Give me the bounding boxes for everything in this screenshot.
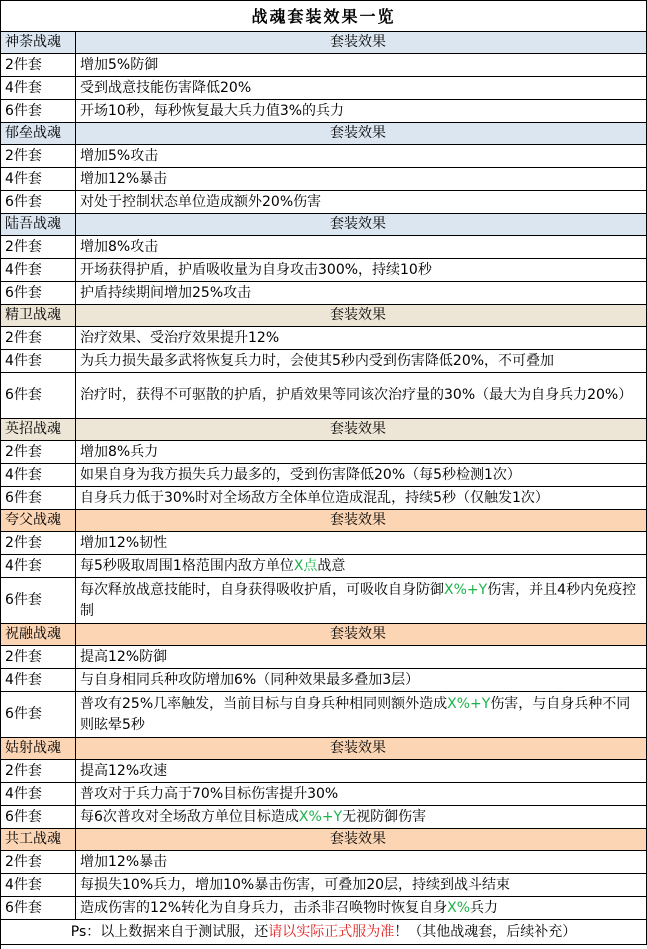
tier-effect-text [80,192,321,213]
set-name: 英招战魂 [1,419,76,440]
tier-label: 6件套 [1,100,76,122]
set-header-row [1,419,647,441]
tier-effect-text [80,807,426,828]
set-tier-row [1,487,647,510]
tier-label: 2件套 [1,145,76,167]
tier-effect-text [80,146,158,167]
effect-text: 治疗时，获得不可驱散的护盾，护盾效果等同该次治疗量的30%（最大为自身兵力20%） [80,387,633,403]
effect-text: 受到战意技能伤害降低20% [80,79,252,96]
tier-effect-text [80,442,158,463]
set-name: 神荼战魂 [1,32,76,53]
tier-label: 4件套 [1,350,76,372]
tier-effect [76,646,647,668]
tier-effect-text [80,875,510,896]
tier-label: 2件套 [1,646,76,668]
set-tier-row [1,555,647,578]
tier-label: 2件套 [1,441,76,463]
set-tier-row [1,100,647,123]
set-header-row [1,829,647,851]
set-header-row [1,510,647,532]
set-header-row [1,738,647,760]
tier-effect-text [80,533,167,554]
tier-effect-text [80,385,632,406]
tier-effect-text [80,283,251,304]
effect-text: 为兵力损失最多武将恢复兵力时，会使其5秒内受到伤害降低20%，不可叠加 [80,352,555,369]
tier-label: 4件套 [1,783,76,805]
set-header-row [1,123,647,145]
effect-text: 增加8%攻击 [80,238,159,255]
tier-effect [76,806,647,828]
tier-label: 4件套 [1,259,76,281]
tier-effect-text [80,351,554,372]
footer-row [1,920,647,945]
tier-effect-text [80,78,251,99]
effect-text: Ps：以上数据来自于测试服，还 [70,923,269,940]
tier-effect-text [80,237,158,258]
tier-effect-text [80,488,549,509]
tier-label: 6件套 [1,282,76,304]
tier-effect-text [80,761,167,782]
tier-effect [76,578,647,623]
set-effect-header: 套装效果 [76,123,647,144]
effect-text: 伤害，与自身兵种不同则眩晕5秒 [80,695,631,733]
set-name: 郁垒战魂 [1,123,76,144]
set-tier-row [1,54,647,77]
highlight-text: X% [447,899,471,916]
effect-text: 治疗效果、受治疗效果提升12% [80,329,280,346]
tier-label: 6件套 [1,897,76,919]
tier-effect [76,692,647,737]
footer-note [1,920,647,944]
set-name: 祝融战魂 [1,624,76,645]
set-header-row [1,305,647,327]
tier-effect [76,191,647,213]
effect-text: 无视防御伤害 [342,808,427,825]
sheet-title: 战魂套装效果一览 [1,1,647,31]
tier-effect-text [80,647,167,668]
set-tier-row [1,373,647,419]
tier-effect-text [80,898,498,919]
effect-text: 每损失10%兵力，增加10%暴击伤害，可叠加20层，持续到战斗结束 [80,876,511,893]
tier-effect [76,100,647,122]
highlight-text: 请以实际正式服为准 [268,923,395,940]
effect-text: 护盾持续期间增加25%攻击 [80,284,252,301]
set-name: 姑射战魂 [1,738,76,759]
effect-text: 提高12%攻速 [80,762,168,779]
effect-text: 自身兵力低于30%时对全场敌方全体单位造成混乱，持续5秒（仅触发1次） [80,489,549,506]
set-tier-row [1,669,647,692]
tier-label: 2件套 [1,327,76,349]
effect-text: 开场10秒，每秒恢复最大兵力值3%的兵力 [80,102,345,119]
tier-effect [76,168,647,190]
tier-effect [76,54,647,76]
set-tier-row [1,851,647,874]
set-effect-header: 套装效果 [76,738,647,759]
effect-text: 增加5%防御 [80,56,159,73]
set-tier-row [1,441,647,464]
set-tier-row [1,646,647,669]
effect-text: 伤害，并且4秒内免疫控制 [80,581,637,619]
set-effect-header: 套装效果 [76,829,647,850]
tier-effect-text [80,784,338,805]
footer-text [71,922,577,943]
highlight-text: X点 [293,557,318,574]
tier-effect [76,236,647,258]
effect-text: 每次释放战意技能时，自身获得吸收护盾，可吸收自身防御 [80,581,444,598]
effect-text: 开场获得护盾，护盾吸收量为自身攻击300%，持续10秒 [80,261,432,278]
set-tier-row [1,168,647,191]
tier-effect [76,350,647,372]
tier-effect [76,897,647,919]
tier-effect-text [80,694,640,736]
effect-text: 增加8%兵力 [80,443,159,460]
tier-effect [76,441,647,463]
tier-label: 4件套 [1,77,76,99]
tier-label: 2件套 [1,851,76,873]
effect-text: 普攻对于兵力高于70%目标伤害提升30% [80,785,339,802]
tier-effect-text [80,556,345,577]
tier-label: 2件套 [1,532,76,554]
tier-effect [76,851,647,873]
tier-label: 6件套 [1,692,76,737]
effect-text: 普攻有25%几率触发，当前目标与自身兵种相同则额外造成 [80,695,448,712]
tier-effect-text [80,670,419,691]
set-tier-row [1,806,647,829]
tier-label: 6件套 [1,191,76,213]
highlight-text: X%+Y [444,581,488,598]
set-tier-row [1,464,647,487]
tier-effect-text [80,580,640,622]
set-tier-row [1,145,647,168]
tier-label: 2件套 [1,54,76,76]
set-tier-row [1,350,647,373]
tier-effect [76,669,647,691]
set-tier-row [1,327,647,350]
set-tier-row [1,760,647,783]
tier-effect-text [80,465,521,486]
tier-effect-text [80,328,279,349]
set-tier-row [1,783,647,806]
set-tier-row [1,77,647,100]
effect-text: 提高12%防御 [80,648,168,665]
tier-effect [76,555,647,577]
sheet-title-row [1,1,647,32]
set-tier-row [1,897,647,920]
effect-text: 增加12%韧性 [80,534,168,551]
effect-text: 增加5%攻击 [80,147,159,164]
set-tier-row [1,259,647,282]
tier-effect [76,783,647,805]
set-effect-header: 套装效果 [76,32,647,53]
set-header-row [1,624,647,646]
set-effect-header: 套装效果 [76,214,647,235]
tier-effect [76,327,647,349]
effect-text: 造成伤害的12%转化为自身兵力，击杀非召唤物时恢复自身 [80,899,448,916]
highlight-text: X%+Y [447,695,491,712]
tier-label: 4件套 [1,464,76,486]
set-header-row [1,32,647,54]
tier-label: 4件套 [1,669,76,691]
effect-text: 增加12%暴击 [80,170,168,187]
tier-label: 4件套 [1,168,76,190]
set-tier-row [1,236,647,259]
tier-effect [76,760,647,782]
effect-text: 如果自身为我方损失兵力最多的，受到伤害降低20%（每5秒检测1次） [80,466,521,483]
effect-text: 兵力 [470,899,499,916]
tier-label: 2件套 [1,760,76,782]
set-effect-header: 套装效果 [76,510,647,531]
effect-text: 每6次普攻对全场敌方单位目标造成 [80,808,299,825]
set-name: 共工战魂 [1,829,76,850]
set-tier-row [1,874,647,897]
tier-effect-text [80,101,344,122]
set-table [1,32,647,920]
tier-label: 4件套 [1,874,76,896]
effect-text: 每5秒吸取周围1格范围内敌方单位 [80,557,294,574]
set-header-row [1,214,647,236]
tier-label: 6件套 [1,487,76,509]
tier-effect-text [80,55,158,76]
set-tier-row [1,532,647,555]
set-effect-header: 套装效果 [76,305,647,326]
tier-label: 6件套 [1,373,76,418]
tier-label: 2件套 [1,236,76,258]
tier-effect [76,532,647,554]
set-effect-header: 套装效果 [76,419,647,440]
set-tier-row [1,578,647,624]
tier-effect-text [80,169,167,190]
set-tier-row [1,282,647,305]
tier-label: 6件套 [1,578,76,623]
set-tier-row [1,191,647,214]
set-name: 精卫战魂 [1,305,76,326]
tier-effect [76,373,647,418]
set-name: 陆吾战魂 [1,214,76,235]
effect-text: 与自身相同兵种攻防增加6%（同种效果最多叠加3层） [80,671,420,688]
effect-text: 战意 [317,557,346,574]
effect-text: 增加12%暴击 [80,853,168,870]
effect-text: 对处于控制状态单位造成额外20%伤害 [80,193,322,210]
tier-effect [76,464,647,486]
set-name: 夸父战魂 [1,510,76,531]
tier-effect [76,282,647,304]
highlight-text: X%+Y [298,808,343,825]
tier-label: 4件套 [1,555,76,577]
tier-effect-text [80,260,432,281]
tier-effect [76,259,647,281]
tier-effect-text [80,852,167,873]
tier-effect [76,874,647,896]
tier-effect [76,487,647,509]
tier-effect [76,145,647,167]
tier-label: 6件套 [1,806,76,828]
tier-effect [76,77,647,99]
effect-text: ！（其他战魂套，后续补充） [394,923,577,940]
set-effect-header: 套装效果 [76,624,647,645]
set-tier-row [1,692,647,738]
